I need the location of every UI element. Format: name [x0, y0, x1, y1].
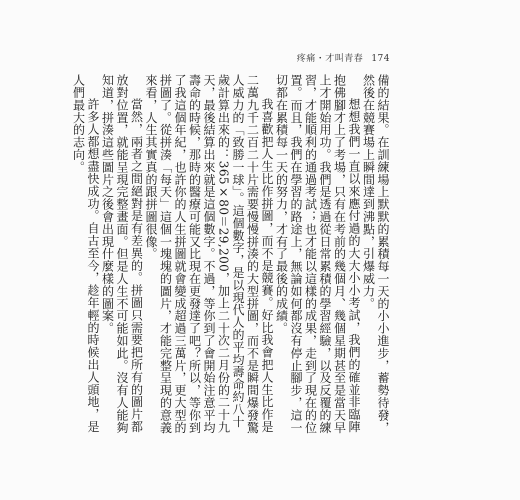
paragraph: 想想我們一直以來應付過的大大小小考試，我們的確並非臨陣抱佛腳才上了考場，只有在考前的幾個月、幾個星期甚至是當天早上才開始用功。我們是透過從日常累積的學習經驗，以及反覆的練習，才能順利的通過考試；也才能以這樣的成果，走到了現在的位置。而且，我們在學習的路途上，無論如何都沒有停止腳步，這一切都在累積每一天的努力，才有了最後的成績。 — [274, 74, 361, 434]
running-title: 疼痛・才叫青春 — [296, 54, 364, 64]
paragraph: 備的結果。在訓練場上默默的累積每一天的小小進步，蓄勢待發，然後在競賽場上瞬間達到沸點，引爆威力。 — [361, 74, 390, 434]
paragraph: 我喜歡把人生比作拼圖，而不是競賽。好比我會把人生比作是二萬九千二百二十片需要慢慢拼湊的大型拼圖，而不是瞬間爆發驚人威力的「致勝一球」。這個數字，是以現代人的平均壽命約八十歲計算出來的：365×80＝29,200，加上二十次二月份的二十九天，最後結算出來就是這個數字。不過，等你到了會開始注意平均壽命的時候，那時的醫療可能又比現在更發達了吧？所以，等你到了我這個年紀，也許你的人生拼圖就會變成超過三萬片，更大型的拼圖了。從拼湊「每天」這個一塊塊的圖片，才能完整呈現的意義來看，人生其實真的跟拼圖很像。 — [144, 74, 274, 434]
page-number: 174 — [371, 54, 390, 64]
body-text — [71, 74, 390, 438]
running-head — [297, 51, 390, 64]
paragraph: 許多人都想盡快成功。自古至今，趁年輕的時候出人頭地，是人們最大的志向。 — [71, 74, 100, 433]
paragraph: 當然，兩者之間絕對是有差異的。拼圖只需要把所有的圖片都放對位置，就能呈現完整畫面。但是人生不可能如此。沒有人能夠知道，拼湊這些圖片之後會出現什麼樣的圖案。 — [100, 74, 144, 434]
